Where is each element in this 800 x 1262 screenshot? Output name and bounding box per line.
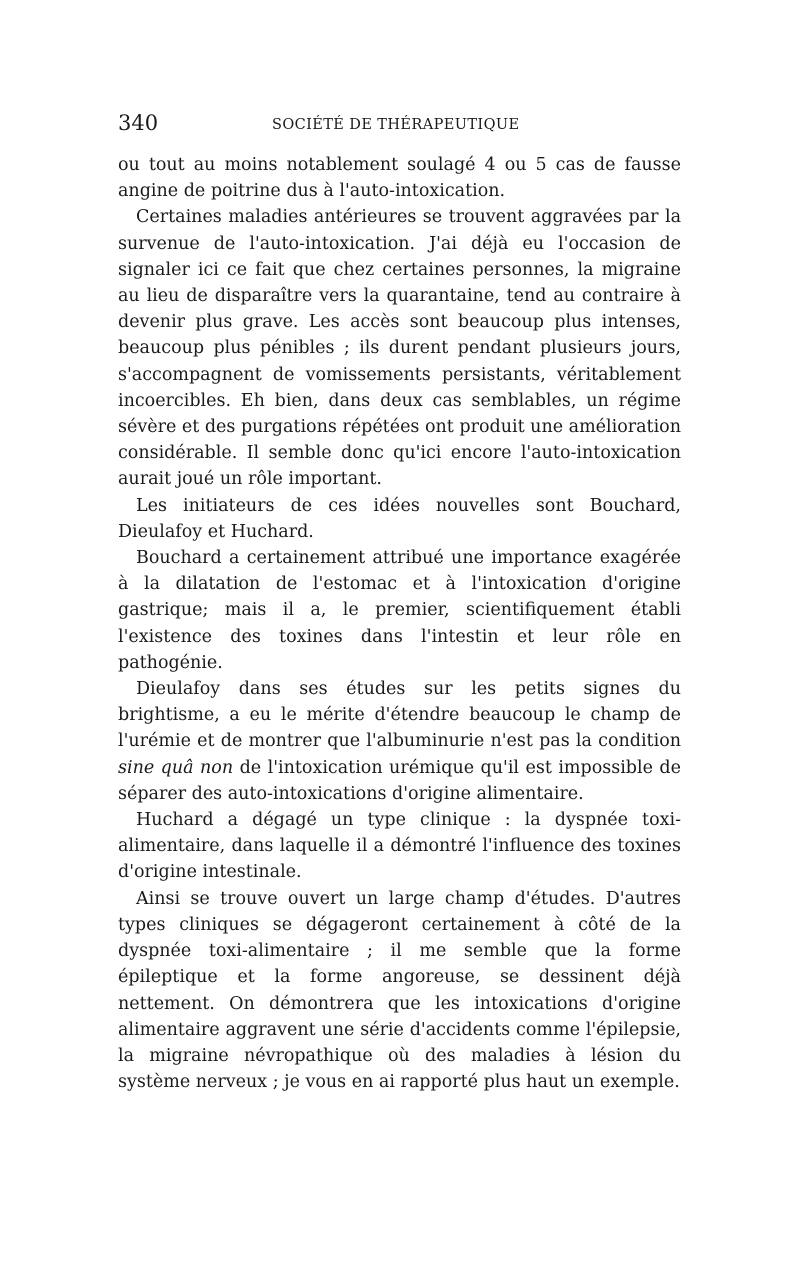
body-text [118, 152, 681, 1095]
paragraph-continuation: ou tout au moins notablement soulagé 4 ou 5 cas de fausse angine de poitrine dus à l'auto-intoxication. [118, 155, 681, 202]
page-number: 340 [118, 111, 159, 135]
dieulafoy-text-end: de l'intoxication urémique qu'il est impossible de séparer des auto-intoxications d'origine alimentaire. [118, 757, 681, 804]
paragraph-aggravated-diseases: Certaines maladies antérieures se trouvent aggravées par la survenue de l'auto-intoxication. J'ai déjà eu l'occasion de signaler ici ce fait que chez certaines personnes, la migraine au lieu de disparaître vers la quarantaine, tend au contraire à devenir plus grave. Les accès sont beaucoup plus intenses, beaucoup plus pénibles ; ils durent pendant plusieurs jours, s'accompagnent de vomissements persistants, véritablement incoercibles. Eh bien, dans deux cas semblables, un régime sévère et des purgations répétées ont produit une amélioration considérable. Il semble donc qu'ici encore l'auto-intoxication aurait joué un rôle important. [118, 207, 681, 490]
paragraph-dieulafoy [118, 676, 681, 807]
latin-phrase: sine quâ non [118, 757, 234, 778]
dieulafoy-text-start: Dieulafoy dans ses études sur les petits signes du brightisme, a eu le mérite d'étendre beaucoup le champ de l'urémie et de montrer que l'albuminurie n'est pas la condition [118, 679, 681, 752]
paragraph-initiators: Les initiateurs de ces idées nouvelles sont Bouchard, Dieulafoy et Huchard. [118, 495, 681, 542]
paragraph-bouchard: Bouchard a certainement attribué une importance exagérée à la dilatation de l'estomac et à l'intoxication d'origine gastrique; mais il a, le premier, scientifiquement établi l'existence des toxines dans l'intestin et leur rôle en pathogénie. [118, 548, 681, 673]
paragraph-huchard: Huchard a dégagé un type clinique : la dyspnée toxi-alimentaire, dans laquelle il a démontré l'influence des toxines d'origine intestinale. [118, 810, 681, 883]
paragraph-conclusion: Ainsi se trouve ouvert un large champ d'études. D'autres types cliniques se dégageront certainement à côté de la dyspnée toxi-alimentaire ; il me semble que la forme épileptique et la forme angoreuse, se dessinent déjà nettement. On démontrera que les intoxications d'origine alimentaire aggravent une série d'accidents comme l'épilepsie, la migraine névropathique où des maladies à lésion du système nerveux ; je vous en ai rapporté plus haut un exemple. [118, 888, 681, 1093]
running-header: SOCIÉTÉ DE THÉRAPEUTIQUE [272, 117, 520, 133]
